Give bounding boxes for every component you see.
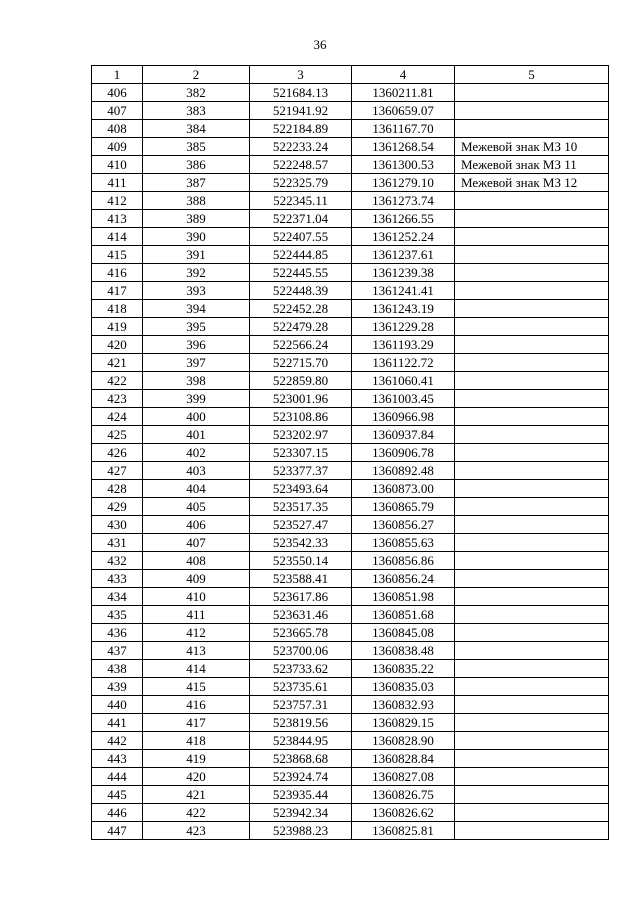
point-index-cell: 411 [143, 606, 250, 624]
note-cell [455, 678, 609, 696]
point-number-cell: 422 [92, 372, 143, 390]
point-number-cell: 407 [92, 102, 143, 120]
coordinate-x-cell: 523542.33 [250, 534, 352, 552]
point-number-cell: 439 [92, 678, 143, 696]
coordinate-x-cell: 523924.74 [250, 768, 352, 786]
point-index-cell: 421 [143, 786, 250, 804]
coordinate-y-cell: 1361122.72 [352, 354, 455, 372]
coordinate-y-cell: 1361279.10 [352, 174, 455, 192]
table-row [92, 822, 609, 840]
coordinate-x-cell: 522184.89 [250, 120, 352, 138]
table-row [92, 282, 609, 300]
coordinate-y-cell: 1360829.15 [352, 714, 455, 732]
table-row [92, 426, 609, 444]
point-number-cell: 413 [92, 210, 143, 228]
point-number-cell: 426 [92, 444, 143, 462]
table-row [92, 516, 609, 534]
coordinate-x-cell: 523819.56 [250, 714, 352, 732]
note-cell [455, 282, 609, 300]
point-index-cell: 389 [143, 210, 250, 228]
point-index-cell: 415 [143, 678, 250, 696]
table-row [92, 156, 609, 174]
coordinate-y-cell: 1361266.55 [352, 210, 455, 228]
point-index-cell: 394 [143, 300, 250, 318]
column-header: 5 [455, 66, 609, 84]
point-index-cell: 407 [143, 534, 250, 552]
note-cell [455, 264, 609, 282]
note-cell: Межевой знак МЗ 12 [455, 174, 609, 192]
table-row [92, 408, 609, 426]
point-index-cell: 422 [143, 804, 250, 822]
note-cell [455, 552, 609, 570]
table-row [92, 210, 609, 228]
point-number-cell: 406 [92, 84, 143, 102]
coordinate-y-cell: 1360659.07 [352, 102, 455, 120]
coordinate-y-cell: 1360838.48 [352, 642, 455, 660]
coordinate-y-cell: 1360835.03 [352, 678, 455, 696]
note-cell [455, 462, 609, 480]
point-index-cell: 386 [143, 156, 250, 174]
note-cell [455, 786, 609, 804]
coordinate-y-cell: 1361193.29 [352, 336, 455, 354]
coordinate-y-cell: 1360937.84 [352, 426, 455, 444]
coordinate-x-cell: 523844.95 [250, 732, 352, 750]
coordinate-x-cell: 522859.80 [250, 372, 352, 390]
point-number-cell: 429 [92, 498, 143, 516]
column-header: 4 [352, 66, 455, 84]
coordinate-y-cell: 1360906.78 [352, 444, 455, 462]
point-number-cell: 412 [92, 192, 143, 210]
coordinate-y-cell: 1360825.81 [352, 822, 455, 840]
table-row [92, 192, 609, 210]
table-row [92, 804, 609, 822]
coordinate-x-cell: 522452.28 [250, 300, 352, 318]
note-cell [455, 354, 609, 372]
coordinate-x-cell: 523588.41 [250, 570, 352, 588]
note-cell [455, 588, 609, 606]
coordinate-y-cell: 1360856.27 [352, 516, 455, 534]
point-number-cell: 438 [92, 660, 143, 678]
note-cell [455, 480, 609, 498]
column-header: 3 [250, 66, 352, 84]
coordinate-y-cell: 1361243.19 [352, 300, 455, 318]
point-number-cell: 409 [92, 138, 143, 156]
coordinate-x-cell: 523001.96 [250, 390, 352, 408]
coordinate-x-cell: 523493.64 [250, 480, 352, 498]
point-number-cell: 428 [92, 480, 143, 498]
coordinate-x-cell: 523527.47 [250, 516, 352, 534]
coordinate-x-cell: 522479.28 [250, 318, 352, 336]
table-row [92, 660, 609, 678]
point-index-cell: 383 [143, 102, 250, 120]
table-row [92, 570, 609, 588]
point-number-cell: 411 [92, 174, 143, 192]
table-row [92, 768, 609, 786]
table-row [92, 138, 609, 156]
page-number: 36 [313, 37, 327, 52]
coordinate-x-cell: 521941.92 [250, 102, 352, 120]
point-index-cell: 418 [143, 732, 250, 750]
coordinate-x-cell: 523935.44 [250, 786, 352, 804]
table-row [92, 84, 609, 102]
point-index-cell: 404 [143, 480, 250, 498]
point-number-cell: 437 [92, 642, 143, 660]
point-index-cell: 388 [143, 192, 250, 210]
table-row [92, 750, 609, 768]
point-number-cell: 423 [92, 390, 143, 408]
note-cell [455, 606, 609, 624]
point-index-cell: 398 [143, 372, 250, 390]
point-index-cell: 401 [143, 426, 250, 444]
coordinate-x-cell: 523700.06 [250, 642, 352, 660]
table-row [92, 390, 609, 408]
table-row [92, 372, 609, 390]
coordinate-y-cell: 1361252.24 [352, 228, 455, 246]
point-number-cell: 408 [92, 120, 143, 138]
coordinate-x-cell: 522444.85 [250, 246, 352, 264]
table-row [92, 624, 609, 642]
table-row [92, 228, 609, 246]
point-number-cell: 419 [92, 318, 143, 336]
coordinate-y-cell: 1360856.24 [352, 570, 455, 588]
point-index-cell: 392 [143, 264, 250, 282]
coordinate-x-cell: 522233.24 [250, 138, 352, 156]
note-cell [455, 318, 609, 336]
table-row [92, 696, 609, 714]
coordinate-x-cell: 523735.61 [250, 678, 352, 696]
table-row [92, 318, 609, 336]
table-row [92, 246, 609, 264]
coordinate-y-cell: 1360966.98 [352, 408, 455, 426]
table-row [92, 786, 609, 804]
table-row [92, 336, 609, 354]
note-cell [455, 570, 609, 588]
coordinate-y-cell: 1361060.41 [352, 372, 455, 390]
note-cell: Межевой знак МЗ 11 [455, 156, 609, 174]
coordinate-x-cell: 523550.14 [250, 552, 352, 570]
coordinate-x-cell: 523665.78 [250, 624, 352, 642]
note-cell [455, 624, 609, 642]
coordinate-y-cell: 1360855.63 [352, 534, 455, 552]
point-index-cell: 397 [143, 354, 250, 372]
coordinate-y-cell: 1360832.93 [352, 696, 455, 714]
coordinate-y-cell: 1360826.75 [352, 786, 455, 804]
note-cell [455, 336, 609, 354]
coordinate-x-cell: 523202.97 [250, 426, 352, 444]
coordinate-y-cell: 1360851.98 [352, 588, 455, 606]
coordinate-x-cell: 523517.35 [250, 498, 352, 516]
note-cell [455, 426, 609, 444]
point-number-cell: 447 [92, 822, 143, 840]
point-number-cell: 432 [92, 552, 143, 570]
note-cell [455, 822, 609, 840]
coordinate-y-cell: 1360826.62 [352, 804, 455, 822]
point-number-cell: 410 [92, 156, 143, 174]
point-index-cell: 420 [143, 768, 250, 786]
point-index-cell: 408 [143, 552, 250, 570]
note-cell [455, 768, 609, 786]
table-row [92, 174, 609, 192]
coordinate-x-cell: 522371.04 [250, 210, 352, 228]
point-index-cell: 413 [143, 642, 250, 660]
note-cell [455, 750, 609, 768]
table-row [92, 642, 609, 660]
point-number-cell: 443 [92, 750, 143, 768]
point-number-cell: 435 [92, 606, 143, 624]
point-index-cell: 403 [143, 462, 250, 480]
point-index-cell: 405 [143, 498, 250, 516]
coordinate-y-cell: 1360845.08 [352, 624, 455, 642]
point-index-cell: 417 [143, 714, 250, 732]
note-cell [455, 498, 609, 516]
point-number-cell: 425 [92, 426, 143, 444]
table-row [92, 678, 609, 696]
note-cell [455, 516, 609, 534]
coordinate-y-cell: 1361300.53 [352, 156, 455, 174]
point-number-cell: 424 [92, 408, 143, 426]
table-row [92, 480, 609, 498]
note-cell [455, 444, 609, 462]
note-cell [455, 192, 609, 210]
point-index-cell: 410 [143, 588, 250, 606]
table-row [92, 354, 609, 372]
point-index-cell: 382 [143, 84, 250, 102]
coordinate-y-cell: 1361167.70 [352, 120, 455, 138]
point-index-cell: 414 [143, 660, 250, 678]
point-number-cell: 446 [92, 804, 143, 822]
coordinate-x-cell: 522445.55 [250, 264, 352, 282]
coordinate-x-cell: 522345.11 [250, 192, 352, 210]
point-index-cell: 390 [143, 228, 250, 246]
note-cell [455, 696, 609, 714]
coordinate-x-cell: 522248.57 [250, 156, 352, 174]
note-cell [455, 642, 609, 660]
point-number-cell: 433 [92, 570, 143, 588]
coordinate-x-cell: 523108.86 [250, 408, 352, 426]
point-number-cell: 444 [92, 768, 143, 786]
coordinate-y-cell: 1360856.86 [352, 552, 455, 570]
table-row [92, 120, 609, 138]
point-number-cell: 415 [92, 246, 143, 264]
table-row [92, 606, 609, 624]
coordinate-y-cell: 1361268.54 [352, 138, 455, 156]
coordinate-x-cell: 523988.23 [250, 822, 352, 840]
point-number-cell: 414 [92, 228, 143, 246]
coordinate-x-cell: 523757.31 [250, 696, 352, 714]
point-number-cell: 436 [92, 624, 143, 642]
note-cell [455, 210, 609, 228]
coordinate-y-cell: 1360851.68 [352, 606, 455, 624]
point-index-cell: 395 [143, 318, 250, 336]
coordinate-y-cell: 1360835.22 [352, 660, 455, 678]
coordinate-y-cell: 1360828.84 [352, 750, 455, 768]
point-index-cell: 399 [143, 390, 250, 408]
note-cell [455, 120, 609, 138]
table-row [92, 300, 609, 318]
point-index-cell: 385 [143, 138, 250, 156]
note-cell [455, 714, 609, 732]
coordinate-y-cell: 1360873.00 [352, 480, 455, 498]
point-index-cell: 406 [143, 516, 250, 534]
coordinate-y-cell: 1360827.08 [352, 768, 455, 786]
coordinate-y-cell: 1361239.38 [352, 264, 455, 282]
table-row [92, 534, 609, 552]
coordinate-y-cell: 1361003.45 [352, 390, 455, 408]
coordinate-y-cell: 1361273.74 [352, 192, 455, 210]
point-index-cell: 387 [143, 174, 250, 192]
point-number-cell: 418 [92, 300, 143, 318]
coordinate-x-cell: 523733.62 [250, 660, 352, 678]
note-cell [455, 246, 609, 264]
point-index-cell: 419 [143, 750, 250, 768]
coordinate-x-cell: 523631.46 [250, 606, 352, 624]
coordinate-y-cell: 1360828.90 [352, 732, 455, 750]
note-cell [455, 732, 609, 750]
table-row [92, 498, 609, 516]
point-number-cell: 434 [92, 588, 143, 606]
point-index-cell: 391 [143, 246, 250, 264]
point-number-cell: 427 [92, 462, 143, 480]
coordinate-y-cell: 1361229.28 [352, 318, 455, 336]
note-cell [455, 390, 609, 408]
coordinate-x-cell: 522715.70 [250, 354, 352, 372]
table-row [92, 588, 609, 606]
table-header-row [92, 66, 609, 84]
coordinate-y-cell: 1360892.48 [352, 462, 455, 480]
point-number-cell: 421 [92, 354, 143, 372]
coordinate-x-cell: 523617.86 [250, 588, 352, 606]
coordinate-y-cell: 1361241.41 [352, 282, 455, 300]
coordinate-x-cell: 523868.68 [250, 750, 352, 768]
point-number-cell: 430 [92, 516, 143, 534]
point-number-cell: 442 [92, 732, 143, 750]
point-number-cell: 417 [92, 282, 143, 300]
point-index-cell: 400 [143, 408, 250, 426]
point-index-cell: 416 [143, 696, 250, 714]
point-index-cell: 402 [143, 444, 250, 462]
table-row [92, 714, 609, 732]
note-cell [455, 804, 609, 822]
table-row [92, 732, 609, 750]
point-number-cell: 445 [92, 786, 143, 804]
note-cell [455, 660, 609, 678]
table-row [92, 102, 609, 120]
coordinate-y-cell: 1360211.81 [352, 84, 455, 102]
coordinate-y-cell: 1361237.61 [352, 246, 455, 264]
coordinate-x-cell: 522325.79 [250, 174, 352, 192]
coordinate-x-cell: 523942.34 [250, 804, 352, 822]
point-index-cell: 393 [143, 282, 250, 300]
note-cell [455, 102, 609, 120]
point-number-cell: 440 [92, 696, 143, 714]
note-cell [455, 228, 609, 246]
table-row [92, 444, 609, 462]
coordinate-x-cell: 522448.39 [250, 282, 352, 300]
coordinate-x-cell: 522407.55 [250, 228, 352, 246]
table-row [92, 552, 609, 570]
coordinates-table [91, 65, 609, 840]
column-header: 2 [143, 66, 250, 84]
note-cell [455, 534, 609, 552]
coordinate-y-cell: 1360865.79 [352, 498, 455, 516]
point-number-cell: 416 [92, 264, 143, 282]
table-row [92, 264, 609, 282]
coordinate-x-cell: 523307.15 [250, 444, 352, 462]
point-index-cell: 384 [143, 120, 250, 138]
note-cell: Межевой знак МЗ 10 [455, 138, 609, 156]
point-index-cell: 412 [143, 624, 250, 642]
point-index-cell: 409 [143, 570, 250, 588]
note-cell [455, 300, 609, 318]
point-number-cell: 420 [92, 336, 143, 354]
table-row [92, 462, 609, 480]
column-header: 1 [92, 66, 143, 84]
coordinate-x-cell: 522566.24 [250, 336, 352, 354]
note-cell [455, 408, 609, 426]
point-number-cell: 441 [92, 714, 143, 732]
point-index-cell: 396 [143, 336, 250, 354]
note-cell [455, 372, 609, 390]
point-index-cell: 423 [143, 822, 250, 840]
note-cell [455, 84, 609, 102]
coordinate-x-cell: 523377.37 [250, 462, 352, 480]
point-number-cell: 431 [92, 534, 143, 552]
coordinate-x-cell: 521684.13 [250, 84, 352, 102]
